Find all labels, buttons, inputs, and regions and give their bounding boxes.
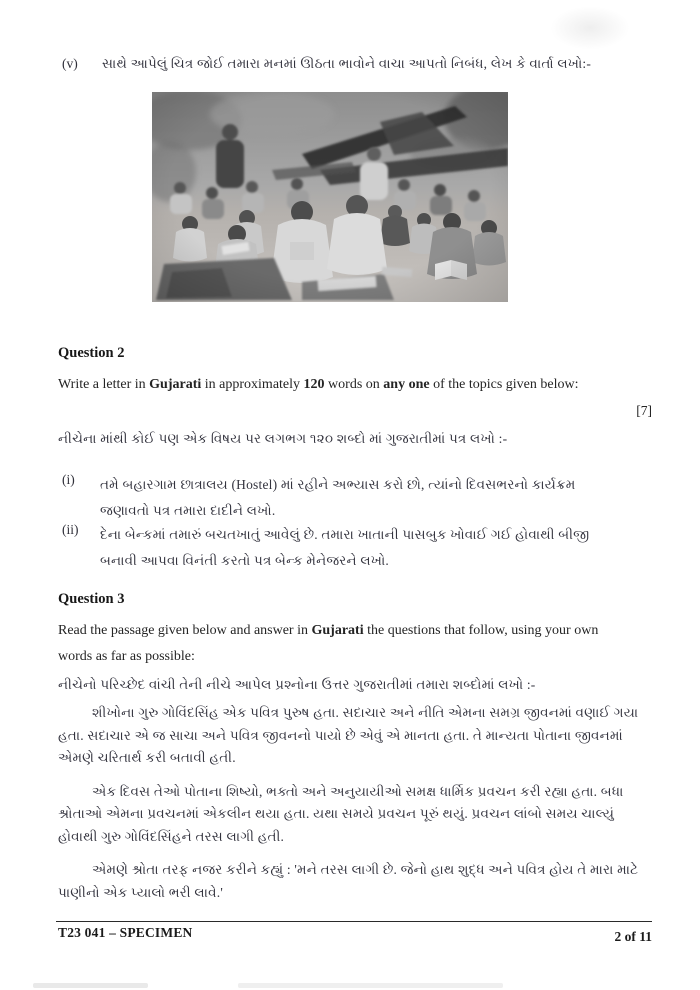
q2-intro-bold3: any one xyxy=(383,377,430,392)
question3-passage xyxy=(58,702,652,915)
topic-i-label: (i) xyxy=(62,472,75,487)
question2-topic-i xyxy=(62,472,638,524)
topic-i-text: તમે બહારગામ છાત્રાલય (Hostel) માં રહીને અભ્યાસ કરો છો, ત્યાંનો દિવસભરનો કાર્યક્રમ જણાવતો પત્ર તમારા દાદીને લખો. xyxy=(100,477,576,518)
scan-artifact-bar xyxy=(33,983,148,988)
instruction-v-label: (v) xyxy=(62,56,78,71)
question3-intro xyxy=(58,618,633,670)
q3-intro-bold: Gujarati xyxy=(311,623,364,638)
passage-paragraph-2: એક દિવસ તેઓ પોતાના શિષ્યો, ભક્તો અને અનુયાયીઓ સમક્ષ ધાર્મિક પ્રવચન કરી રહ્યા હતા. બધા શ્રોતાઓ એમના પ્રવચનમાં એકલીન થયા હતા. યથા સમયે પ્રવચન પૂરું થયું. પ્રવચન લાંબો સમય ચાલ્યું હોવાથી ગુરુ ગોવિંદસિંહને તરસ લાગી હતી. xyxy=(58,783,624,844)
scan-smudge xyxy=(550,6,630,50)
classroom-photo xyxy=(152,92,508,302)
question2-intro-text xyxy=(58,372,618,398)
question2-gujarati-intro: નીચેના માંથી કોઈ પણ એક વિષય પર લગભગ ૧૨૦ શબ્દો માં ગુજરાતીમાં પત્ર લખો :- xyxy=(58,431,508,446)
classroom-photo-art xyxy=(152,92,508,302)
q2-intro-bold1: Gujarati xyxy=(149,377,202,392)
q2-intro-seg3: words on xyxy=(324,377,384,392)
q2-intro-bold2: 120 xyxy=(303,377,325,392)
passage-paragraph-3: એમણે શ્રોતા તરફ નજર કરીને કહ્યું : 'મને તરસ લાગી છે. જેનો હાથ શુદ્ધ અને પવિત્ર હોય તે મારા માટે પાણીનો એક પ્યાલો ભરી લાવે.' xyxy=(58,862,639,900)
footer-page-number: 2 of 11 xyxy=(614,929,652,944)
q3-intro-seg2: the questions that follow, using your own words as far as possible: xyxy=(58,623,599,664)
instruction-v-text: સાથે આપેલું ચિત્ર જોઈ તમારા મનમાં ઊઠતા ભાવોને વાચા આપતો નિબંધ, લેખ કે વાર્તા લખો:- xyxy=(102,56,592,71)
q2-intro-seg2: in approximately xyxy=(201,377,304,392)
passage-paragraph-1: શીખોના ગુરુ ગોવિંદસિંહ એક પવિત્ર પુરુષ હતા. સદાચાર અને નીતિ એમના સમગ્ર જીવનમાં વણાઈ ગયા હતા. સદાચાર એ જ સાચા અને પવિત્ર જીવનનો પાયો છે એવું એ માનતા હતા. તે માન્યતા પોતાના જીવનમાં એમણે ચરિતાર્થ કરી બતાવી હતી. xyxy=(58,705,639,765)
q3-intro-seg1: Read the passage given below and answer in xyxy=(58,623,312,638)
topic-ii-label: (ii) xyxy=(62,522,79,537)
question2-intro xyxy=(58,372,652,418)
question2-marks: [7] xyxy=(636,403,652,418)
question2-heading: Question 2 xyxy=(58,345,125,361)
topic-ii-text: દેના બેન્કમાં તમારું બચતખાતું આવેલું છે. તમારા ખાતાની પાસબુક ખોવાઈ ગઈ હોવાથી બીજી બનાવી આપવા વિનંતી કરતો પત્ર બેન્ક મેનેજરને લખો. xyxy=(100,527,590,568)
question3-gujarati-intro: નીચેનો પરિચ્છેદ વાંચી તેની નીચે આપેલ પ્રશ્નોના ઉત્તર ગુજરાતીમાં તમારા શબ્દોમાં લખો :- xyxy=(58,677,536,692)
q2-intro-seg4: of the topics given below: xyxy=(429,377,579,392)
footer-rule xyxy=(56,921,652,922)
question2-topic-ii xyxy=(62,522,638,574)
question3-heading: Question 3 xyxy=(58,591,125,607)
q2-intro-seg1: Write a letter in xyxy=(58,377,150,392)
footer-paper-code: T23 041 – SPECIMEN xyxy=(58,925,193,940)
scan-artifact-bar xyxy=(238,983,503,988)
instruction-v xyxy=(62,56,642,72)
